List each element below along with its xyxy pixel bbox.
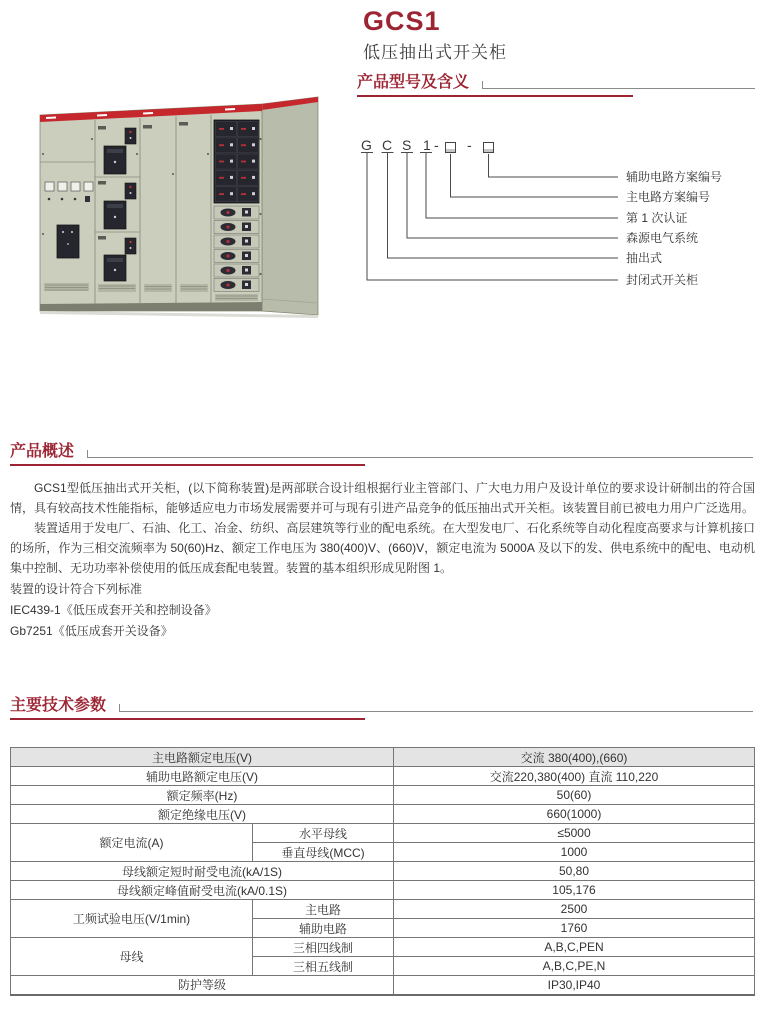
param-value-cell: 105,176: [394, 881, 755, 900]
standards-intro: 装置的设计符合下列标准: [10, 582, 143, 596]
overview-heading-title: 产品概述: [10, 443, 75, 460]
param-value-cell: A,B,C,PEN: [394, 938, 755, 957]
table-row: [11, 824, 755, 843]
overview-paragraph: 装置适用于发电厂、石油、化工、冶金、纺织、高层建筑等行业的配电系统。在大型发电厂、石化系统等自动化程度高要求与计算机接口的场所，作为三相交流频率为 50(60)Hz、额定工作电压为 380(400)V、(660)V，额定电流为 5000A 及以下的发、供电系统中的配电、电动机集中控制、无功功率补偿使用的低压成套配电装置。装置的基本组织形成见附图 1。: [10, 521, 755, 575]
param-label-cell: 母线额定短时耐受电流(kA/1S): [11, 862, 394, 881]
params-table: [10, 747, 755, 996]
param-label-cell: 防护等级: [11, 976, 394, 995]
param-label-cell: 工频试验电压(V/1min): [11, 900, 253, 938]
model-code-letter: G: [361, 137, 372, 153]
param-label-cell: 辅助电路额定电压(V): [11, 767, 394, 786]
table-row: [11, 767, 755, 786]
model-diagram: [0, 0, 763, 320]
param-value-cell: 50(60): [394, 786, 755, 805]
heading-rule: [87, 450, 753, 458]
table-row: [11, 748, 755, 767]
param-value-cell: IP30,IP40: [394, 976, 755, 995]
section-params-heading: [10, 697, 755, 720]
param-value-cell: 交流220,380(400) 直流 110,220: [394, 767, 755, 786]
param-value-cell: ≤5000: [394, 824, 755, 843]
param-sub-cell: 辅助电路: [253, 919, 394, 938]
model-heading-title: 产品型号及含义: [357, 74, 470, 91]
section-overview-heading: [10, 443, 755, 466]
table-row: [11, 900, 755, 919]
model-code-box: [483, 142, 494, 153]
heading-underline: [10, 464, 365, 466]
standard-item: Gb7251《低压成套开关设备》: [10, 624, 173, 638]
param-value-cell: 50,80: [394, 862, 755, 881]
model-code-letter: 1: [423, 137, 431, 153]
param-label-cell: 额定电流(A): [11, 824, 253, 862]
param-value-cell: 2500: [394, 900, 755, 919]
model-label: 第 1 次认证: [626, 211, 688, 225]
overview-body: [10, 478, 755, 641]
model-code-letter: S: [402, 137, 412, 153]
standard-item: IEC439-1《低压成套开关和控制设备》: [10, 603, 217, 617]
model-code-dash: -: [434, 137, 439, 153]
page-subtitle: 低压抽出式开关柜: [363, 43, 507, 62]
table-row: [11, 862, 755, 881]
table-row: [11, 786, 755, 805]
page-title: GCS1: [363, 6, 441, 36]
table-row: [11, 976, 755, 995]
model-label: 辅助电路方案编号: [626, 170, 723, 184]
model-label: 抽出式: [626, 251, 663, 265]
heading-underline: [10, 718, 365, 720]
model-code-letter: C: [382, 137, 393, 153]
table-row: [11, 805, 755, 824]
param-label-cell: 额定频率(Hz): [11, 786, 394, 805]
param-value-cell: 1760: [394, 919, 755, 938]
param-value-cell: 660(1000): [394, 805, 755, 824]
param-sub-cell: 水平母线: [253, 824, 394, 843]
overview-paragraph: GCS1型低压抽出式开关柜，(以下简称装置)是两部联合设计组根据行业主管部门、广大电力用户及设计单位的要求设计研制出的符合国情，具有较高技术性能指标，能够适应电力市场发展需要并可与现有引进产品竞争的低压抽出式开关柜。该装置目前已被电力用户广泛选用。: [10, 481, 755, 515]
table-row: [11, 938, 755, 957]
param-label-cell: 母线额定峰值耐受电流(kA/0.1S): [11, 881, 394, 900]
model-code-box: [445, 142, 456, 153]
param-value-cell: 交流 380(400),(660): [394, 748, 755, 767]
model-label: 主电路方案编号: [626, 190, 711, 204]
model-label: 封闭式开关柜: [626, 273, 699, 287]
param-value-cell: A,B,C,PE,N: [394, 957, 755, 976]
param-sub-cell: 三相四线制: [253, 938, 394, 957]
param-sub-cell: 主电路: [253, 900, 394, 919]
params-heading-title: 主要技术参数: [10, 697, 107, 714]
model-label: 森源电气系统: [626, 231, 699, 245]
model-code-dash: -: [467, 137, 472, 153]
table-row: [11, 881, 755, 900]
param-label-cell: 母线: [11, 938, 253, 976]
param-sub-cell: 垂直母线(MCC): [253, 843, 394, 862]
param-label-cell: 主电路额定电压(V): [11, 748, 394, 767]
param-value-cell: 1000: [394, 843, 755, 862]
param-sub-cell: 三相五线制: [253, 957, 394, 976]
param-label-cell: 额定绝缘电压(V): [11, 805, 394, 824]
heading-rule: [119, 704, 753, 712]
